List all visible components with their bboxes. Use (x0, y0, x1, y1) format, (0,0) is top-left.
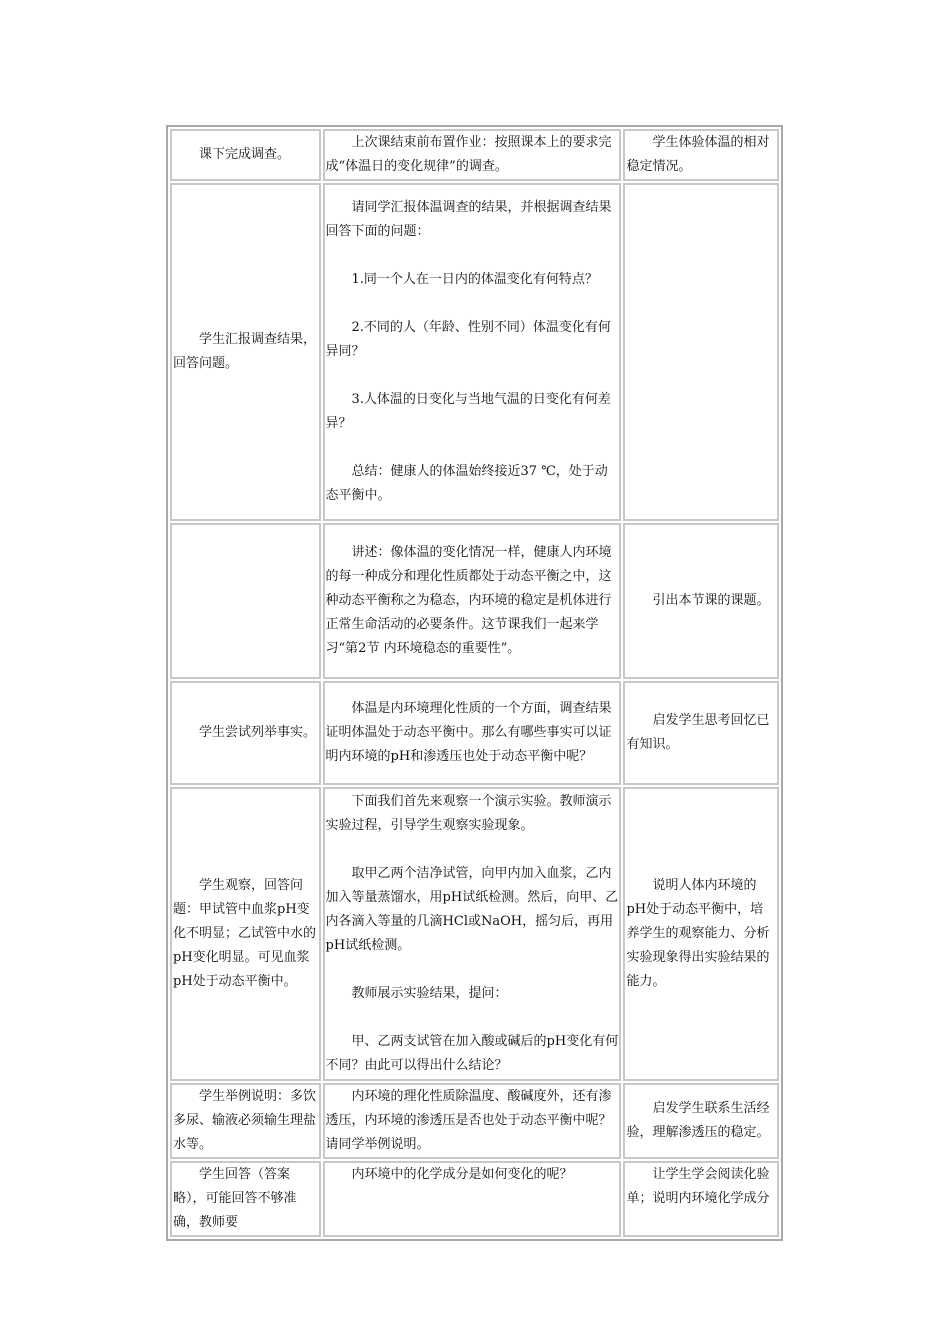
cell-paragraph: 下面我们首先来观察一个演示实验。教师演示实验过程，引导学生观察实验现象。 (325, 794, 612, 833)
design-intent-cell (623, 1161, 779, 1237)
teacher-activity-cell (323, 183, 622, 521)
student-activity-cell (170, 129, 321, 181)
cell-paragraph: 讲述：像体温的变化情况一样，健康人内环境的每一种成分和理化性质都处于动态平衡之中，这种动态平衡称之为稳态，内环境的稳定是机体进行正常生命活动的必要条件。这节课我们一起来学习“第2节 内环境稳态的重要性”。 (325, 545, 612, 656)
cell-paragraph: 启发学生思考回忆已有知识。 (626, 713, 770, 752)
cell-paragraph: 上次课结束前布置作业：按照课本上的要求完成“体温日的变化规律”的调查。 (325, 135, 612, 174)
cell-paragraph: 3.人体温的日变化与当地气温的日变化有何差异？ (325, 392, 611, 431)
cell-paragraph: 学生观察，回答问题：甲试管中血浆pH变化不明显；乙试管中水的pH变化明显。可见血浆pH处于动态平衡中。 (173, 878, 317, 989)
cell-paragraph: 说明人体内环境的pH处于动态平衡中，培养学生的观察能力、分析实验现象得出实验结果的能力。 (626, 878, 770, 989)
teacher-activity-cell (323, 523, 622, 679)
cell-paragraph: 学生汇报调查结果，回答问题。 (173, 332, 317, 371)
student-activity-cell (170, 1161, 321, 1237)
cell-paragraph: 内环境中的化学成分是如何变化的呢？ (351, 1167, 573, 1182)
table-row (170, 523, 779, 679)
cell-paragraph: 学生举例说明：多饮多尿、输液必须输生理盐水等。 (173, 1089, 317, 1152)
student-activity-cell (170, 681, 321, 785)
cell-paragraph: 内环境的理化性质除温度、酸碱度外，还有渗透压，内环境的渗透压是否也处于动态平衡中呢？请同学举例说明。 (325, 1089, 612, 1152)
teacher-activity-cell (323, 787, 622, 1081)
design-intent-cell (623, 523, 779, 679)
cell-paragraph: 课下完成调查。 (199, 147, 291, 162)
cell-paragraph: 学生尝试列举事实。 (199, 725, 317, 740)
cell-paragraph: 1.同一个人在一日内的体温变化有何特点？ (351, 272, 598, 287)
cell-paragraph: 让学生学会阅读化验单；说明内环境化学成分 (626, 1167, 770, 1206)
cell-paragraph: 教师展示实验结果，提问： (351, 986, 508, 1001)
design-intent-cell (623, 681, 779, 785)
cell-paragraph: 取甲乙两个洁净试管，向甲内加入血浆，乙内加入等量蒸馏水，用pH试纸检测。然后，向甲、乙内各滴入等量的几滴HCl或NaOH，摇匀后，再用pH试纸检测。 (325, 866, 619, 953)
teacher-activity-cell (323, 1161, 622, 1237)
cell-paragraph: 学生回答（答案略），可能回答不够准确，教师要 (173, 1167, 297, 1230)
cell-paragraph: 总结：健康人的体温始终接近37 ℃，处于动态平衡中。 (325, 464, 608, 503)
cell-paragraph: 体温是内环境理化性质的一个方面，调查结果证明体温处于动态平衡中。那么有哪些事实可以证明内环境的pH和渗透压也处于动态平衡中呢？ (325, 701, 612, 764)
cell-paragraph: 请同学汇报体温调查的结果，并根据调查结果回答下面的问题： (325, 200, 612, 239)
cell-paragraph: 甲、乙两支试管在加入酸或碱后的pH变化有何不同？由此可以得出什么结论？ (325, 1034, 619, 1073)
design-intent-cell (623, 1083, 779, 1159)
cell-paragraph: 2.不同的人（年龄、性别不同）体温变化有何异同？ (325, 320, 611, 359)
student-activity-cell (170, 183, 321, 521)
table-row (170, 1161, 779, 1237)
cell-paragraph: 引出本节课的课题。 (652, 593, 770, 608)
design-intent-cell (623, 787, 779, 1081)
student-activity-cell (170, 787, 321, 1081)
lesson-plan-table (166, 125, 783, 1241)
table-row (170, 1083, 779, 1159)
table-row (170, 183, 779, 521)
teacher-activity-cell (323, 1083, 622, 1159)
cell-paragraph: 学生体验体温的相对稳定情况。 (626, 135, 770, 174)
student-activity-cell (170, 523, 321, 679)
design-intent-cell (623, 129, 779, 181)
design-intent-cell (623, 183, 779, 521)
teacher-activity-cell (323, 681, 622, 785)
teacher-activity-cell (323, 129, 622, 181)
table-row (170, 129, 779, 181)
cell-paragraph: 启发学生联系生活经验，理解渗透压的稳定。 (626, 1101, 770, 1140)
student-activity-cell (170, 1083, 321, 1159)
table-row (170, 681, 779, 785)
table-row (170, 787, 779, 1081)
